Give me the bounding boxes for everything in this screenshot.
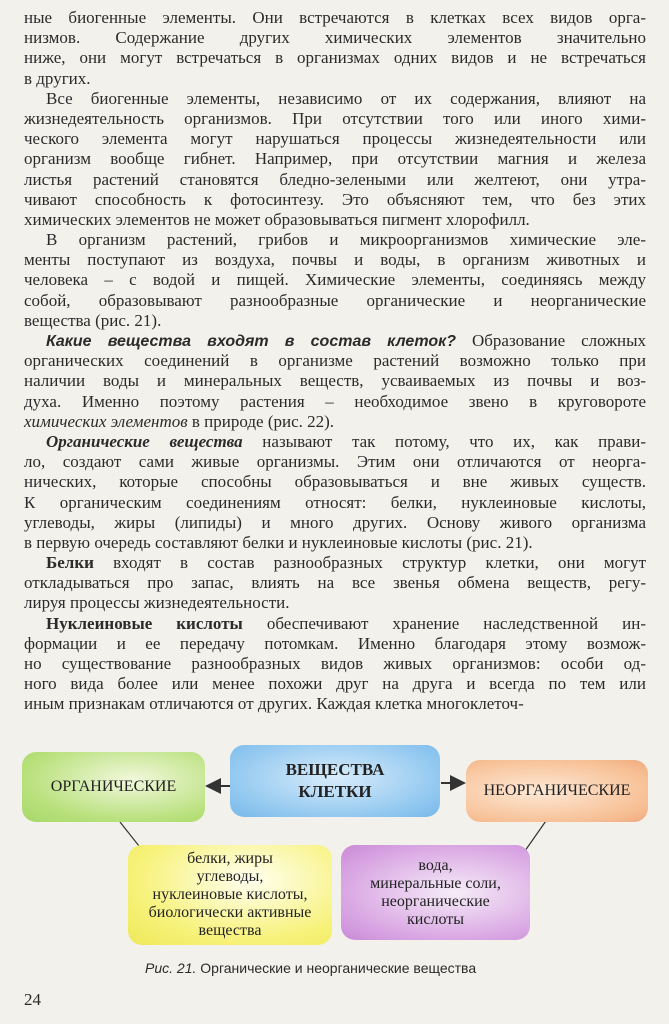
inorganic-item: вода, <box>418 856 453 874</box>
text-segment: организм вообще гибнет. Например, при отсутствии магния и железа <box>24 149 646 169</box>
text-segment: ниже, они могут встречаться в организмах одних видов и не встречаться <box>24 48 646 68</box>
text-segment: лируя процессы жизнедеятельности. <box>24 593 290 613</box>
text-segment: человека – с водой и пищей. Химические элементы, соединяясь между <box>24 270 646 290</box>
text-segment: В организм растений, грибов и микроорганизмов химические эле- <box>46 230 646 250</box>
text-segment: в первую очередь составляют белки и нуклеиновые кислоты (рис. 21). <box>24 532 533 552</box>
text-segment: наличии воды и минеральных веществ, усваиваемых из почвы и воз- <box>24 371 646 391</box>
text-segment: в других. <box>24 68 91 88</box>
organic-item: нуклеиновые кислоты, <box>152 886 308 903</box>
text-segment: чивают способность к фотосинтезу. Это объясняют тем, что без этих <box>24 189 646 209</box>
text-segment: формации и ее передачу потомкам. Именно благодаря этому возмож- <box>24 633 646 653</box>
inorganic-label: НЕОРГАНИЧЕСКИЕ <box>483 782 631 799</box>
text-segment: называют так потому, что их, как прави- <box>242 431 647 451</box>
organic-items-box <box>128 845 332 945</box>
inorganic-items-box <box>341 845 530 940</box>
caption-label: Рис. 21. <box>145 960 197 976</box>
text-segment: откладываться про запас, влиять на все звенья обмена веществ, регу- <box>24 573 646 593</box>
text-segment: ного вида более или менее похожи друг на друга и всегда по тем или <box>24 674 646 694</box>
emphasized-term: Органические вещества <box>46 431 243 451</box>
text-segment: иным признакам отличаются от других. Каждая клетка многоклеточ- <box>24 694 524 714</box>
emphasized-term: Какие вещества входят в состав клеток? <box>46 333 456 350</box>
text-segment: листья растений становятся бледно-зелеными или желтеют, они утра- <box>24 169 646 189</box>
organic-label: ОРГАНИЧЕСКИЕ <box>50 778 177 795</box>
inorganic-item: минеральные соли, <box>370 874 501 892</box>
cell-substances-box <box>230 745 440 817</box>
figure-caption <box>145 960 476 976</box>
text-segment: нических, которые способны образовываться и вне живых существ. <box>24 472 646 492</box>
text-segment: Все биогенные элементы, независимо от их содержания, влияют на <box>46 88 646 108</box>
text-segment: собой, образовывают разнообразные органические и неорганические <box>24 290 646 310</box>
text-segment: духа. Именно поэтому растения – необходимое звено в круговороте <box>24 391 646 411</box>
text-segment: обеспечивают хранение наследственной ин- <box>242 613 646 633</box>
emphasized-term: химических элементов <box>24 411 188 431</box>
organic-item: белки, жиры <box>187 850 273 867</box>
text-segment: органических соединений в организме растений возможно только при <box>24 351 646 371</box>
text-segment: Образование сложных <box>456 331 647 350</box>
emphasized-term: Нуклеиновые кислоты <box>46 613 243 633</box>
inorganic-box <box>466 760 648 822</box>
text-segment: углеводы, жиры (липиды) и много других. Основу живого организма <box>24 512 646 532</box>
organic-item: вещества <box>198 922 262 939</box>
caption-text: Органические и неорганические вещества <box>196 960 477 976</box>
emphasized-term: Белки <box>46 553 94 573</box>
text-segment: химических элементов не может образовываться пигмент хлорофилл. <box>24 209 530 229</box>
organic-box <box>22 752 205 822</box>
text-segment: ческого элемента могут нарушаться процессы жизнедеятельности или <box>24 129 646 149</box>
text-segment: менты поступают из воздуха, почвы и воды, в организм животных и <box>24 250 646 270</box>
text-segment: входят в состав разнообразных структур клетки, они могут <box>93 553 646 573</box>
text-segment: в природе (рис. 22). <box>187 411 335 431</box>
text-segment: ло, создают сами живые организмы. Этим они отличаются от неорга- <box>24 452 646 472</box>
page-number: 24 <box>24 990 41 1009</box>
organic-item: биологически активные <box>148 904 312 921</box>
center-label-line: ВЕЩЕСТВА <box>285 760 385 779</box>
center-label-line: КЛЕТКИ <box>298 782 372 801</box>
text-segment: К органическим соединениям относят: белки, нуклеиновые кислоты, <box>24 492 646 512</box>
text-segment: низмов. Содержание других химических элементов значительно <box>24 28 646 48</box>
text-segment: ные биогенные элементы. Они встречаются в клетках всех видов орга- <box>24 8 646 27</box>
inorganic-item: неорганические <box>381 892 490 910</box>
text-segment: жизнедеятельность организмов. При отсутствии того или иного хими- <box>24 108 646 128</box>
organic-item: углеводы, <box>196 868 264 885</box>
text-segment: вещества (рис. 21). <box>24 310 162 330</box>
text-segment: но существование разнообразных видов живых организмов: особи од- <box>24 654 646 673</box>
inorganic-item: кислоты <box>407 910 464 928</box>
